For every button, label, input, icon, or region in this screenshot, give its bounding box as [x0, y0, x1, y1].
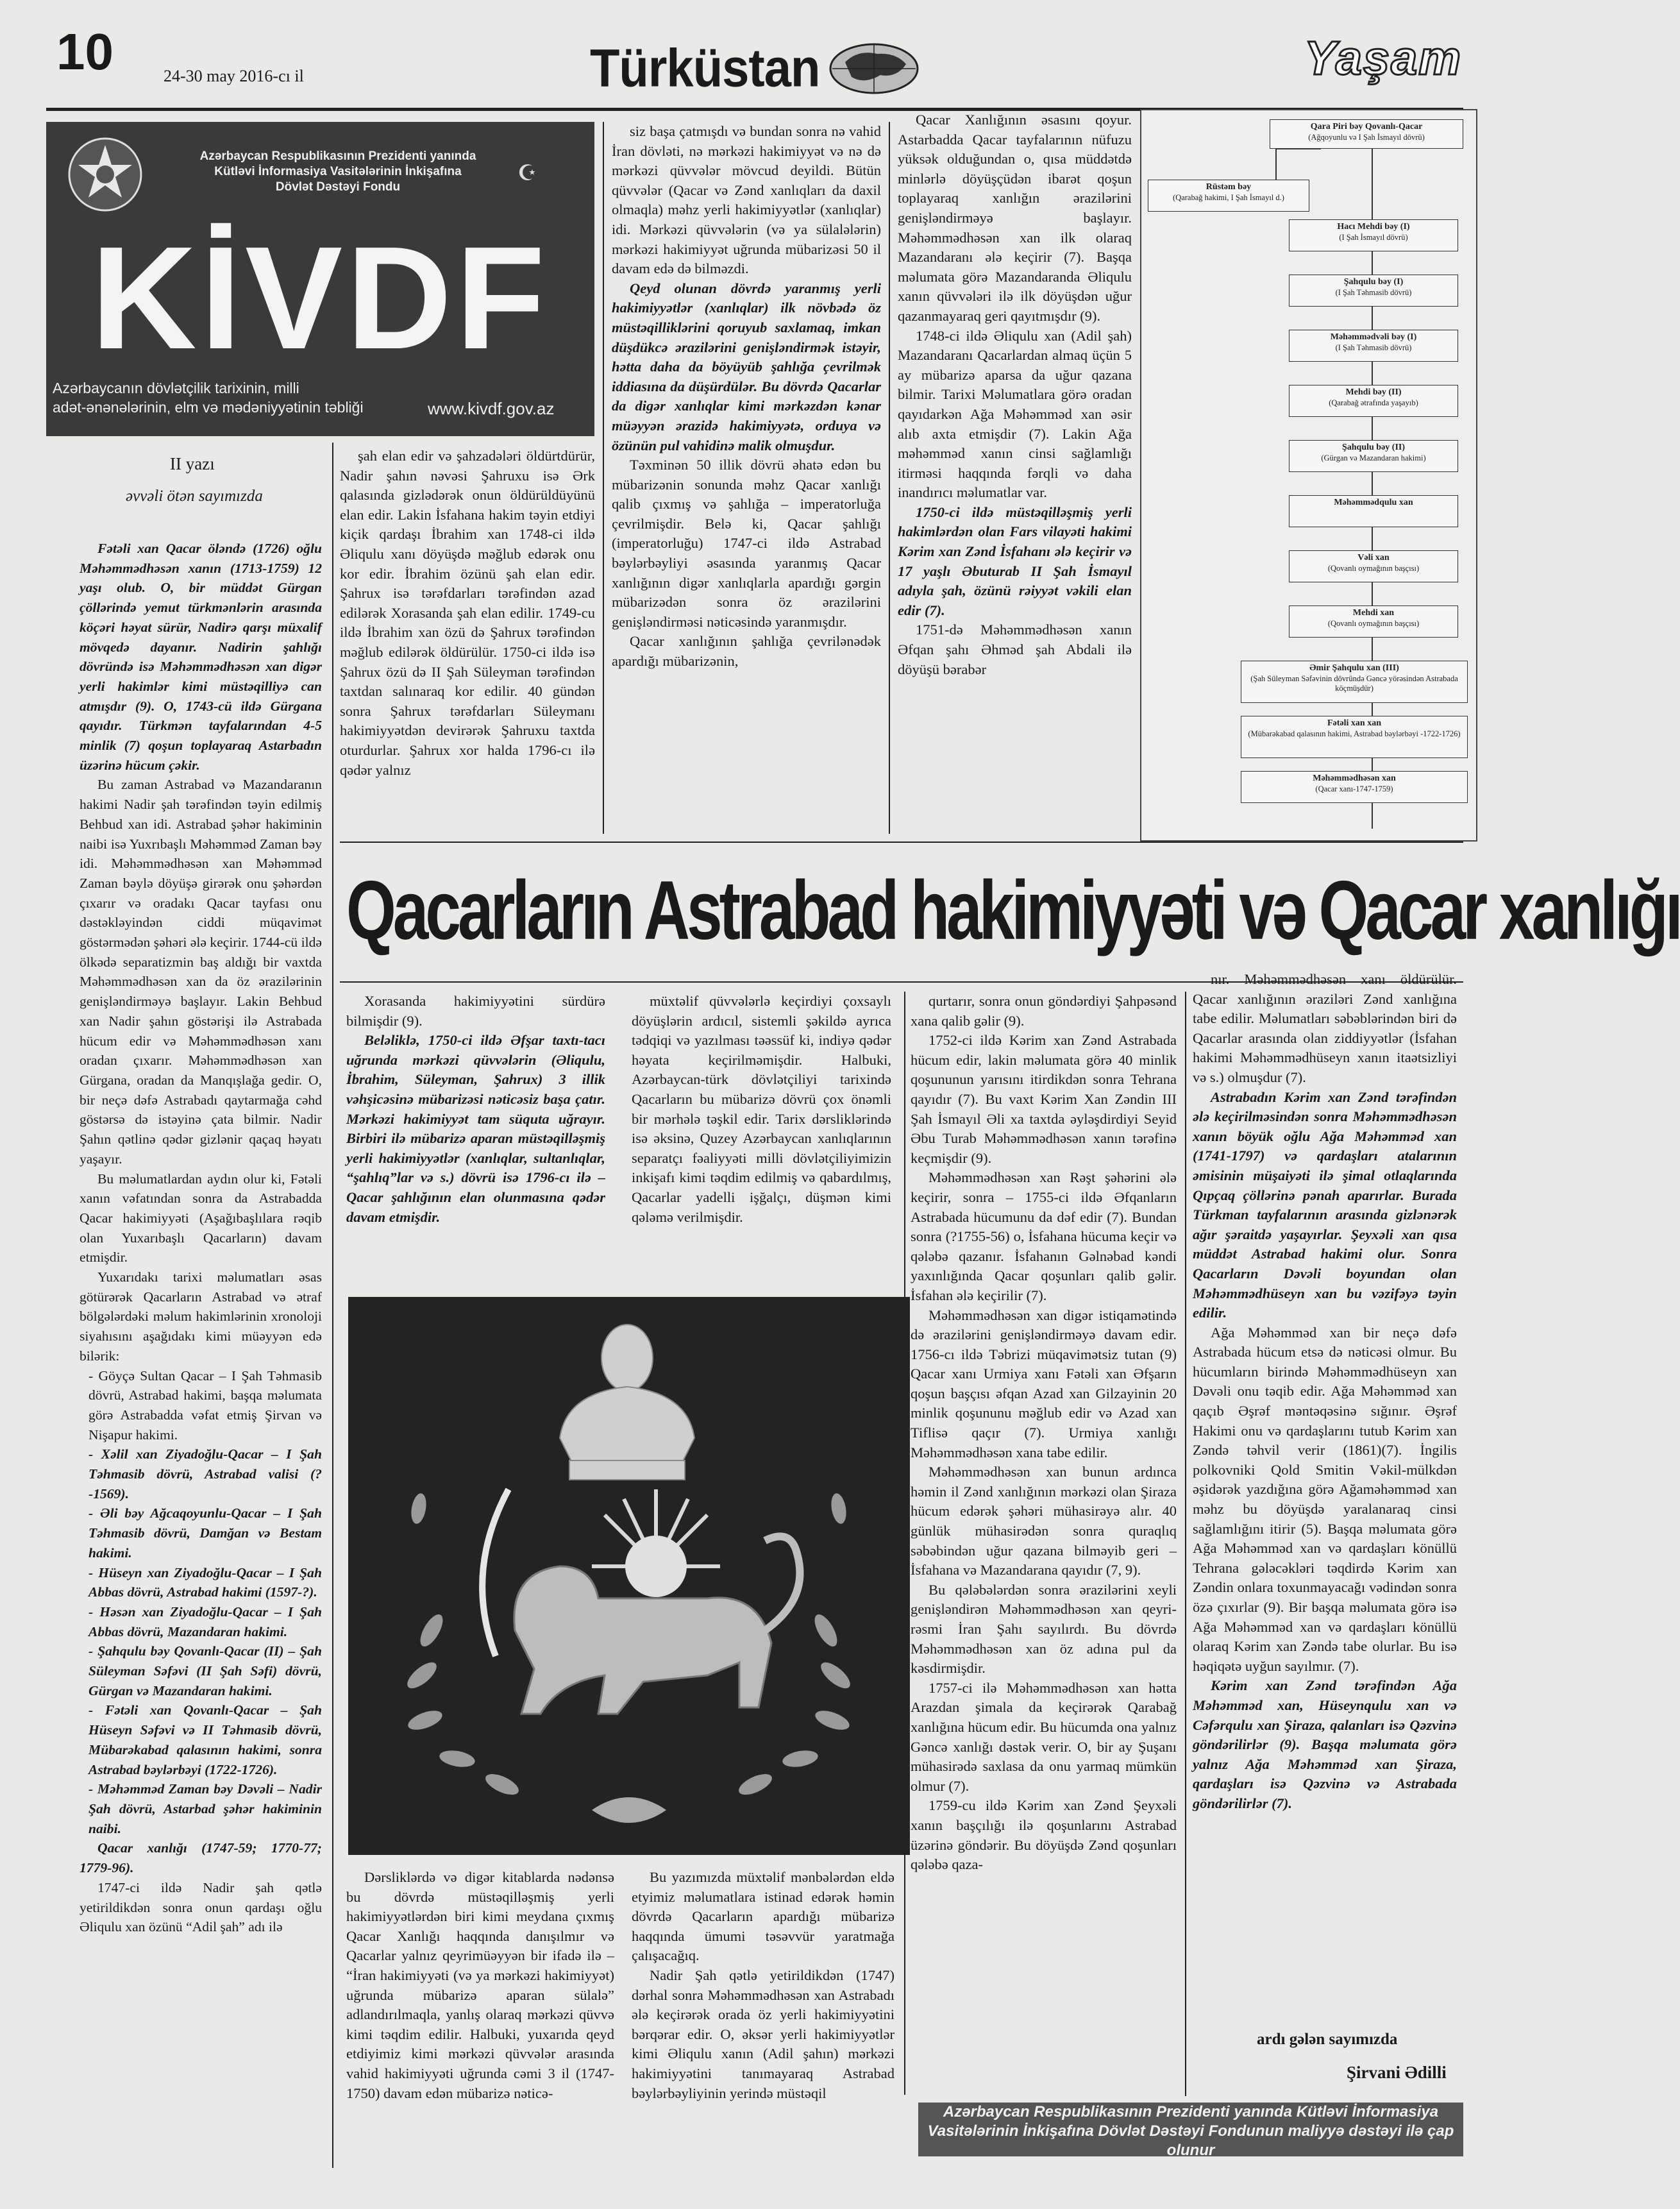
article-column-5: [346, 992, 605, 1293]
article-column-1: [80, 539, 322, 2168]
lion-and-sun-emblem-image: [348, 1297, 910, 1855]
chart-node: Məhəmmədhəsən xan (Qacar xanı-1747-1759): [1241, 771, 1468, 803]
article-column-3: [612, 122, 881, 834]
paragraph: 1750-ci ildə müstəqilləşmiş yerli hakimlərdən olan Fars vilayəti hakimi Kərim xan Zənd İsfahanı ələ keçirir və 17 yaşlı Əbuturab II Şah İsmayıl adıyla şah, özünü rəiyyət vəkili elan edir (7).: [898, 504, 1132, 618]
state-emblem-icon: [67, 136, 144, 213]
title-rule-top: [340, 842, 1463, 843]
paragraph: Bu qələbələrdən sonra ərazilərini xeyli genişləndirən Məhəmmədhəsən xan qeyri-rəsmi İran Şahı sayılırdı. Bu dövrdə Məhəmmədhəsən xan öz adına pul da kəsdirmişdir.: [911, 1581, 1177, 1677]
article-column-8: [632, 1868, 895, 2099]
paragraph: Məhəmmədhəsən xan bunun ardınca həmin il Zənd xanlığının mərkəzi olan Şiraza hücum edərək şəhəri mühasirəyə alır. 40 günlük mühasirədən sonra quraqlıq səbəbindən uğur qazana bilməyib geri – İsfahana və Mazandarana qayıdır (7, 9).: [911, 1464, 1177, 1578]
paragraph: Xorasanda hakimiyyətini sürdürə bilmişdir (9).: [346, 993, 605, 1029]
paragraph: Bu zaman Astrabad və Mazandaranın hakimi Nadir şah tərəfindən təyin edilmiş Behbud xan idi. Astrabad şəhər hakiminin naibi isə Yuxrıbaşlı Məhəmməd Zaman bəy idi. Məhəmmədhəsən xan Məhəmməd Zaman bəylə döyüşə girərək onu şəhərdən çıxarır və oradakı Qacar tayfası onu dəstəkləyindən ciddi müqavimət göstərmədən şəhəri ələ keçirir. 1744-cü ildə ölkədə separatizmin baş aldığı bir vaxtda Məhəmmədhəsən xan da öz ərazilərinin genişləndirməyə başlayır. Lakin Behbud xan Nadir şahın göstərişi ilə Astrabada hücum edir və Məhəmmədhəsən xanı oradan çıxarır. Məhəmmədhəsən xan Gürgana, oradan da Manqışlağa gedir. O, bir neçə dəfə Astrabadı qaytarmağa cəhd göstərsə də istəyinə çata bilmir. Nadir Şahın qətlinə qədər gizlənir qaçaq həyatı yaşayır.: [80, 777, 322, 1167]
chart-node: Şahqulu bəy (I) (I Şah Təhmasib dövrü): [1289, 275, 1458, 307]
paragraph: şah elan edir və şahzadələri öldürtdürür, Nadir şahın nəvəsi Şahruxu isə Ərk qalasında gizlədərək onun öldürüldüyünü elan edir. Lakin İsfahana hakim təyin etdiyi kiçik qardaşı İbrahim xan 1748-ci ildə Əliqulu xanı döyüşdə məğlub edərək onu kor edir. İbrahim özünü şah elan edir. Şahrux isə tərəfdarları tərəfindən azad edilərək Xorasanda şah elan edilir. 1749-cu ildə İbrahim xan özü də Şahrux tərəfindən məğlub edilərək öldürülür. 1750-ci ildə isə Şahrux özü də II Şah Süleyman tərəfindən taxtdan salınaraq kor edilir. 40 gündən sonra Şahrux tərəfdarları Süleymanı hakimiyyətdən devirərək Şahruxu taxtda oturdurlar. Şahrux xor halda 1796-cı ilə qədər yalnız: [340, 448, 595, 778]
paragraph: - Həsən xan Ziyadoğlu-Qacar – I Şah Abbas dövrü, Mazandaran hakimi.: [88, 1604, 322, 1639]
paragraph: 1759-cu ildə Kərim xan Zənd Şeyxəli xanın başçılığı ilə qoşunlarını Astrabad üzərinə göndərir. Bu döyüşdə Zənd qoşunları qələbə qaza-: [911, 1797, 1177, 1873]
paragraph: müxtəlif qüvvələrlə keçirdiyi çoxsaylı döyüşlərin ardıcıl, sistemli şəkildə ayrıca tədqiqi və yazılması təəssüf ki, indiyə qədər həyata keçirilməmişdir. Halbuki, Azərbaycan-türk dövlətçiliyi tarixində Qacarların bu mübarizə dövrü çox önəmli bir mərhələ təşkil edir. Tarix dərsliklərində isə əksinə, Quzey Azərbaycan xanlıqlarının separatçı fəaliyyəti milli dövlətçiliyimizin inkişafı kimi təqdim edilmiş və qabardılmış, Qacarlar yadelli işğalçı, düşmən kimi qələmə verilmişdir.: [632, 993, 891, 1225]
lion-sun-icon: [348, 1297, 910, 1855]
crescent-icon: ☪: [517, 162, 537, 185]
continued-from: əvvəli ötən sayımızda: [126, 487, 263, 505]
page-number: 10: [56, 23, 113, 80]
kivdf-banner: [46, 122, 594, 436]
paragraph: 1757-ci ilə Məhəmmədhəsən xan hətta Arazdan şimala da keçirərək Qarabağ xanlığına hücum edir. Bu hücumda ona yalnız Gəncə xanlığı dəstək verir. O, bir ay Şuşanı mühasirədə saxlasa da onu yarmaq mümkün olmur (7).: [911, 1679, 1177, 1794]
article-column-10: [1193, 970, 1457, 2028]
banner-tagline1: Azərbaycanın dövlətçilik tarixinin, milli: [53, 380, 299, 396]
article-column-6: [632, 992, 891, 1293]
banner-line1: Azərbaycan Respublikasının Prezidenti yanında: [199, 149, 476, 163]
chart-node: Mehdi xan (Qovanlı oymağının başçısı): [1289, 605, 1458, 638]
column-divider: [889, 122, 890, 834]
paragraph: qurtarır, sonra onun göndərdiyi Şahpəsənd xana qalib gəlir (9).: [911, 993, 1177, 1029]
chart-node-side: Rüstəm bəy (Qarabağ hakimi, I Şah İsmayıl d.): [1148, 180, 1309, 212]
paragraph: 1748-ci ildə Əliqulu xan (Adil şah) Mazandaranı Qacarlardan almaq üçün 5 ay mübarizə aparsa da uğur qazana bilmir. Tarixi Məlumatlara görə oradan qayıdarkən Ağa Məhəmməd xan əsir alıb axta etmişdir (7). Lakin Ağa məhəmməd xanın cinsi sağlamlığı itirməsi haqqında fərqli və daha inandırıcı məlumatlar var.: [898, 327, 1132, 501]
article-column-9: [911, 992, 1177, 2096]
banner-line3: Dövlət Dəstəyi Fondu: [275, 180, 401, 194]
paragraph: 1752-ci ildə Kərim xan Zənd Astrabada hücum edir, lakin məlumata görə 40 minlik qoşununun yarısını itirdikdən sonra Tehrana qayıdır (7). Bu vaxt Kərim Xan Zəndin III Şah İsmayıl Əli xa taxtda əyləşdirdiyi Seyid Əbu Turab Məhəmmədhəsən xanın tərəfinə keçmişdir (9).: [911, 1032, 1177, 1166]
masthead: [590, 40, 922, 97]
chart-node: Hacı Mehdi bəy (I) (I Şah İsmayıl dövrü): [1289, 219, 1458, 251]
issue-date: 24-30 may 2016-cı il: [164, 67, 304, 85]
column-divider: [332, 443, 333, 2168]
paragraph: Təxminən 50 illik dövrü əhatə edən bu mübarizənin sonunda məhz Qacar xanlığı qalib çıxmış və şahlığa – imperatorluğa çevrilmişdir. Belə ki, Qacar şahlığı (imperatorluğu) 1747-ci ildə Astrabad bəylərbəyliyi əsasında yaranmış Qacar xanlığının digər xanlıqlarla apardığı gərgin mübarizədən sonra öz ərazilərini genişləndirməsi nəticəsində yaranmışdır.: [612, 457, 881, 630]
chart-node: Əmir Şahqulu xan (III) (Şah Süleyman Səfəvinin dövründə Gəncə yörəsindən Astrabada köçmüşdür): [1241, 661, 1468, 703]
continued-next: ardı gələn sayımızda: [1257, 2031, 1398, 2048]
banner-logo: KİVDF: [91, 217, 549, 380]
banner-line2: Kütləvi İnformasiya Vasitələrinin İnkişafına: [214, 165, 462, 178]
paragraph: Qacar xanlığının şahlığa çevrilənədək apardığı mübarizənin,: [612, 633, 881, 670]
masthead-title: Türküstan: [590, 38, 820, 99]
paragraph: 1747-ci ildə Nadir şah qətlə yetirildikdən sonra onun qardaşı oğlu Əliqulu xan özünü “Adil şah” adı ilə: [80, 1879, 322, 1935]
paragraph: Fətəli xan Qacar öləndə (1726) oğlu Məhəmmədhəsən xanın (1713-1759) 12 yaşı olub. O, bir müddət Gürgan çöllərində yemut türkmənlərin arasında köçəri həyat sürür, Nadirə qarşı müxalif mövqedə dayanır. Nadirin şahlığı dövründə isə Məhəmmədhəsən xan digər yerli hakimlər kimi müstəqilliyə can atmışdır (9). O, 1743-cü ildə Gürgana qayıdır. Türkmən tayfalarından 4-5 minlik (7) qoşun toplayaraq Astarbadın üzərinə hücum çəkir.: [80, 541, 322, 773]
sponsor-note: Azərbaycan Respublikasının Prezidenti yanında Kütləvi İnformasiya Vasitələrinin İnkişafına Dövlət Dəstəyi Fondunun maliyyə dəstəyi ilə çap olunur: [918, 2103, 1463, 2156]
paragraph: 1751-də Məhəmmədhəsən xanın Əfqan şahı Əhməd şah Abdali ilə döyüşü bərabər: [898, 622, 1132, 677]
column-divider: [1185, 992, 1186, 2096]
chart-node: Şahqulu bəy (II) (Gürgan və Mazandaran hakimi): [1289, 440, 1458, 472]
section-name: Yaşam: [1304, 31, 1462, 85]
part-label: II yazı: [170, 454, 215, 473]
chart-node: Məhəmmədqulu xan: [1289, 495, 1458, 527]
paragraph: Qacar Xanlığının əsasını qoyur. Astarbadda Qacar tayfalarının nüfuzu yüksək olduğundan o, qısa müddətdə minlərlə döyüşçüdən ibarət qoşun toplayaraq xanlığın ərazilərini genişləndirməyə başlayır. Məhəmmədhəsən xan ilk olaraq Mazandaranı ələ keçirir (7). Başqa məlumata görə Mazandaranda Əliqulu xanın qüvvələri ilə ilk döyüşdən uğur qazanmayaraq geri qayıtmışdır (9).: [898, 112, 1132, 324]
paragraph: - Şahqulu bəy Qovanlı-Qacar (II) – Şah Süleyman Səfəvi (II Şah Səfi) dövrü, Gürgan və Mazandaran hakimi.: [88, 1643, 322, 1698]
paragraph: Bu məlumatlardan aydın olur ki, Fətəli xanın vəfatından sonra da Astrabadda Qacar hakimiyyəti (Aşağıbaşlılara rəqib olan Yuxarıbaşlı Qacarların) davam etmişdir.: [80, 1171, 322, 1265]
column-divider: [603, 122, 604, 834]
paragraph: nır. Məhəmmədhəsən xanı öldürülür. Qacar xanlığının əraziləri Zənd xanlığına tabe edilir. Məlumatları səbəblərindən biri də Qacarlar arasında olan ziddiyyətlər (İsfahan hakimi Məhəmmədhüseyn xanın itaətsizliyi və s.) olmuşdur (7).: [1193, 971, 1457, 1085]
paragraph: - Fətəli xan Qovanlı-Qacar – Şah Hüseyn Səfəvi və II Təhmasib dövrü, Mübarəkabad qalasının hakimi, sonra Astrabad bəylərbəyi (1722-1726).: [88, 1702, 322, 1777]
paragraph: Ağa Məhəmməd xan bir neçə dəfə Astrabada hücum etsə də nəticəsi olmur. Bu hücumların birində Məhəmmədhüseyn xan Dəvəli onu təqib edir. Ağa Məhəmməd xan qaçıb Əşrəf məntəqəsinə sığınır. Əşrəf Hakimi onu və qardaşlarını tutub Kərim xan Zəndə təhvil verir (1861)(7). İngilis polkovniki Qold Smitin Vəkil-mülkdən əşidərək yazdığına görə Ağaməhəmməd xan məhz bu döyüşdə yaralanaraq cinsi sağlamlığını itirir (5). Başqa məlumata görə Ağa Məhəmməd xan və qardaşları könüllü Tehrana gələcəkləri təqdirdə Kərim xan Zəndin onlara toxunmayacağı vədindən sonra özə çıxırlar (9). Bir başqa məlumata görə isə Ağa Məhəmməd xan və qardaşları könüllü olaraq Kərim xan Zəndə tabe olurlar. Bu isə həqiqətə uyğun sayılmır. (7).: [1193, 1324, 1457, 1674]
paragraph: Məhəmmədhəsən xan Rəşt şəhərini ələ keçirir, sonra – 1755-ci ildə Əfqanların Astrabada hücumunu da dəf edir (7). Bundan sonra (?1755-56) o, İsfahana hücuma keçir və qələbə qazanır. İsfahanın Gəlnəbad kəndi yaxınlığında Qacar qoşunları qalib gəlir. İsfahan ələ keçirilir (7).: [911, 1169, 1177, 1303]
paragraph: - Əli bəy Ağcaqoyunlu-Qacar – I Şah Təhmasib dövrü, Damğan və Bestam hakimi.: [88, 1505, 322, 1561]
banner-url[interactable]: www.kivdf.gov.az: [428, 399, 555, 418]
paragraph: Nadir Şah qətlə yetirildikdən (1747) dərhal sonra Məhəmmədhəsən xan Astrabadı ələ keçirərək orada öz yerli hakimiyyətini bərqərar edir. O, əksər yerli hakimiyyətlər kimi Əliqulu xanın (Adil şahın) mərkəzi hakimiyyətini tanımayaraq Astrabad bəylərbəyliyinin yerində müstəqil: [632, 1967, 895, 2101]
paragraph: - Xəlil xan Ziyadoğlu-Qacar – I Şah Təhmasib dövrü, Astrabad valisi (?-1569).: [88, 1446, 322, 1502]
paragraph: Qacar xanlığı (1747-59; 1770-77; 1779-96).: [80, 1840, 322, 1876]
article-column-7: [346, 1868, 614, 2137]
chart-node: Fətəli xan xan (Mübarəkabad qalasının hakimi, Astrabad bəylərbəyi -1722-1726): [1241, 716, 1468, 758]
paragraph: - Hüseyn xan Ziyadoğlu-Qacar – I Şah Abbas dövrü, Astrabad hakimi (1597-?).: [88, 1564, 322, 1600]
globe-icon: [826, 40, 922, 97]
paragraph: - Göyçə Sultan Qacar – I Şah Təhmasib dövrü, Astrabad hakimi, başqa məlumata görə Astrabadda vəfat etmiş Şirvan və Nişapur hakimi.: [88, 1367, 322, 1443]
paragraph: Astrabadın Kərim xan Zənd tərəfindən ələ keçirilməsindən sonra Məhəmmədhəsən xanın böyük oğlu Ağa Məhəmməd xan (1741-1797) və qardaşları atalarının əmisinin müşaiyəti ilə şimal otlaqlarında Qıpçaq çöllərinə pənah aparırlar. Burada Türkman tayfalarının arasında gizlənərək ağır şəraitdə yaşayırlar. Şeyxəli xan qısa müddət Astrabad hakimi olur. Sonra Qacarların Dəvəli boyundan olan Məhəmmədhüseyn xan bu vəzifəyə təyin edilir.: [1193, 1088, 1457, 1321]
paragraph: Yuxarıdakı tarixi məlumatları əsas götürərək Qacarların Astrabad və ətraf bölgələrdəki məlum hakimlərinin xronoloji siyahısını aşağıdakı kimi müəyyən edə bilərik:: [80, 1269, 322, 1364]
paragraph: siz başa çatmışdı və bundan sonra nə vahid İran dövləti, nə mərkəzi hakimiyyət və nə də mərkəzi qüvvələr mövcud deyildi. Bütün qüvvələr (Qacar və Zənd xanlıqları da daxil olmaqla) məhz yerli hakimiyyətlər (xanlıqlar) idi. Mərkəzi qüvvələrin (və ya sülalələrin) mərkəzi hakimiyyət uğrunda mübarizəsi 50 il davam edə də bilməzdi.: [612, 123, 881, 277]
chart-node-top: Qara Piri bəy Qovanlı-Qacar (Ağqoyunlu və I Şah İsmayıl dövrü): [1270, 119, 1463, 149]
article-title: Qacarların Astrabad hakimiyyəti və Qacar xanlığı: [346, 863, 1680, 958]
paragraph: Qeyd olunan dövrdə yaranmış yerli hakimiyyətlər (xanlıqlar) ilk növbədə öz müstəqilliklərini qoruyub saxlamaq, imkan düşdükcə ərazilərini genişləndirmək istəyir, hətta daha da böyüyüb şahlığa çevrilmək iddiasına da düşürdülər. Bu dövrdə Qacarlar da digər xanlıqlar kimi mərkəzdən kənar müəyyən ərazidə hakimiyyətə, orduya və özünün pul vahidinə malik olmuşdur.: [612, 280, 881, 453]
chart-node: Vəli xan (Qovanlı oymağının başçısı): [1289, 550, 1458, 582]
banner-tagline2: adət-ənənələrinin, elm və mədəniyyətinin təbliği: [53, 399, 364, 416]
paragraph: Bu yazımızda müxtəlif mənbələrdən eldə etyimiz məlumatlara istinad edərək həmin dövrdə Qacarların apardığı mübarizə haqqında ümumi təsəvvür yaratmağa çalışacağıq.: [632, 1869, 895, 1964]
article-column-4: [898, 110, 1132, 834]
chart-node: Məhəmmədvəli bəy (I) (I Şah Təhmasib dövrü): [1289, 330, 1458, 362]
author-name: Şirvani Ədilli: [1347, 2063, 1447, 2082]
paragraph: - Məhəmməd Zaman bəy Dəvəli – Nadir Şah dövrü, Astarbad şəhər hakiminin naibi.: [88, 1781, 322, 1836]
paragraph: Məhəmmədhəsən xan digər istiqamətində də ərazilərini genişləndirməyə davam edir. 1756-cı ildə Təbrizi müqavimətsiz tutan (9) Qacar xanı Urmiya xanı Fətəli xan Əfşarın qoşun başçısı əfqan Azad xan Gilzayinin 20 minlik qoşununu məğlub edir və Azad xan Tiflisə qaçır (7). Urmiya xanlığı Məhəmmədhəsən xana tabe edilir.: [911, 1307, 1177, 1460]
chart-node: Mehdi bəy (II) (Qarabağ ətrafında yaşayıb): [1289, 385, 1458, 417]
genealogy-chart: [1140, 109, 1477, 842]
paragraph: Dərsliklərdə və digər kitablarda nədənsə bu dövrdə müstəqilləşmiş yerli hakimiyyətlərdən biri kimi meydana çıxmış Qacar Xanlığı haqqında danışılmır və Qacarlar yalnız qeyrimüəyyən bir ifadə ilə – “İran hakimiyyəti (və ya mərkəzi hakimiyyət) uğrunda mübarizə aparan sülalə” adlandırılmaqla, yanlış olaraq mərkəzi qüvvə kimi təqdim edilir. Halbuki, yuxarıda qeyd etdiyimiz kimi mərkəzi qüvvələr arasında vahid hakimiyyəti uğrunda cəmi 3 il (1747-1750) davam edən mübarizə nəticə-: [346, 1869, 614, 2101]
paragraph: Kərim xan Zənd tərəfindən Ağa Məhəmməd xan, Hüseynqulu xan və Cəfərqulu xan Şiraza, qalanları isə Qəzvinə göndərilirlər (9). Başqa məlumata görə yalnız Ağa Məhəmməd xan Şiraza, qardaşları isə Qəzvinə və Astrabada göndərilirlər (7).: [1193, 1677, 1457, 1811]
paragraph: Beləliklə, 1750-ci ildə Əfşar taxtı-tacı uğrunda mərkəzi qüvvələrin (Əliqulu, İbrahim, Süleyman, Şahrux) 3 illik vəhşicəsinə mübarizəsi nəticəsiz başa çatır. Mərkəzi hakimiyyət tam süquta uğrayır. Birbiri ilə mübarizə aparan müstəqilləşmiş yerli hakimiyyətlər (xanlıqlar, sultanlıqlar, “şahlıq”lar və s.) dövrü isə 1796-cı ilə – Qacar şahlığının elan olunmasına qədər davam etmişdir.: [346, 1032, 605, 1225]
column-divider: [904, 992, 905, 2095]
article-column-2: [340, 446, 595, 831]
